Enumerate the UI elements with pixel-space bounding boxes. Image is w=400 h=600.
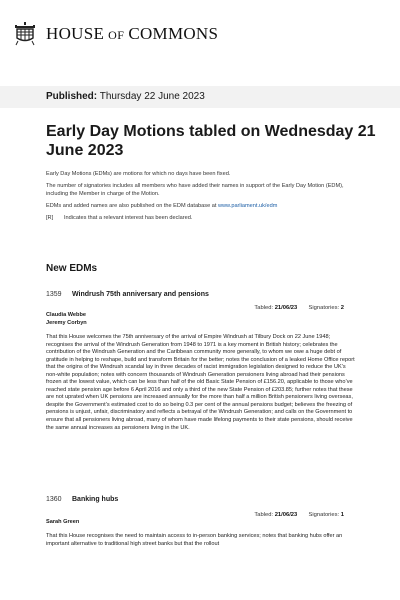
edm-signers xyxy=(46,519,79,527)
edm-meta xyxy=(254,305,344,311)
portcullis-logo-icon xyxy=(14,22,36,46)
published-date: Thursday 22 June 2023 xyxy=(99,91,205,102)
section-heading-new-edms: New EDMs xyxy=(46,263,98,274)
relevant-interest-tag: [R] xyxy=(46,215,54,221)
edm-heading xyxy=(46,496,118,503)
page-title: Early Day Motions tabled on Wednesday 21 June 2023 xyxy=(46,123,376,159)
house-title-of: OF xyxy=(108,28,125,42)
signer-name: Jeremy Corbyn xyxy=(46,319,87,326)
signatories-label: Signatories: xyxy=(308,512,340,518)
intro-section xyxy=(46,170,366,226)
signatories-label: Signatories: xyxy=(308,305,340,311)
tabled-date: 21/06/23 xyxy=(274,512,298,518)
intro-paragraph-2: The number of signatories includes all members who have added their names in support of the Early Day Motion (EDM), including the Member in charge of the Motion. xyxy=(46,183,344,197)
house-title-commons: COMMONS xyxy=(128,24,219,43)
edm-number: 1359 xyxy=(46,291,62,298)
edm-title: Banking hubs xyxy=(72,496,119,503)
intro-p4-text: Indicates that a relevant interest has been declared. xyxy=(64,215,193,221)
edm-motion-text: That this House recognises the need to maintain access to in-person banking services; notes that banking hubs offer an important alternative to traditional high street banks but that the rollout xyxy=(46,533,343,547)
intro-paragraph-4 xyxy=(46,214,366,222)
intro-paragraph-1: Early Day Motions (EDMs) are motions for which no days have been fixed. xyxy=(46,171,231,177)
edm-number: 1360 xyxy=(46,496,62,503)
intro-p3-text: EDMs and added names are also published on the EDM database at xyxy=(46,203,218,209)
edm-motion-text: That this House welcomes the 75th anniversary of the arrival of Empire Windrush at Tilbury Dock on 22 June 1948; recognises the arrival of the Windrush Generation from 1948 to 1971 is a key moment in British history; celebrates the contribution of the Windrush Generation and the Caribbean community more generally, to whom we owe a huge debt of gratitude in helping to reshape, build and transform Britain for the better; notes the conclusion of a leaked Home Office report that the origins of the Windrush scandal lay in three decades of racist immigration legislation designed to reduce the UK’s non-white population; notes with concern thousands of Windrush Generation pensioners living abroad had their pensions frozen at the lowest value, which can be less than half of the old Basic State Pension of £156.20, applicable to those who’ve reached state pension age before 6 April 2016 and only a third of the new State Pension of £203.85; further notes that these are not uprated when UK pensions are increased annually for the more than half a million British pensioners living overseas, despite the Government’s estimated cost to do so being 0.3 per cent of the annual pensions budget; believes the freezing of pensions is unjust, unfair, discriminatory and reflects a betrayal of the Windrush Generation; and calls on the Government to ensure that all pensioners living abroad, many of whom have made lifelong payments to their state pensions, should receive the same annual increases as pensioners living in the UK. xyxy=(46,334,355,431)
tabled-label: Tabled: xyxy=(254,512,274,518)
intro-paragraph-3 xyxy=(46,202,366,210)
masthead xyxy=(14,22,218,46)
signer-name: Claudia Webbe xyxy=(46,312,86,318)
edm-heading xyxy=(46,291,209,298)
edm-signers xyxy=(46,312,87,327)
tabled-date: 21/06/23 xyxy=(274,305,298,311)
published-line xyxy=(46,91,205,102)
house-title-house: HOUSE xyxy=(46,24,105,43)
house-of-commons-title xyxy=(46,24,218,44)
signatories-count: 2 xyxy=(340,305,344,311)
tabled-label: Tabled: xyxy=(254,305,274,311)
edm-meta xyxy=(254,512,344,518)
published-band xyxy=(0,86,400,108)
signatories-count: 1 xyxy=(340,512,344,518)
edm-title: Windrush 75th anniversary and pensions xyxy=(72,291,209,298)
edm-database-link[interactable]: www.parliament.uk/edm xyxy=(217,203,278,209)
published-label: Published: xyxy=(46,91,98,102)
signer-name: Sarah Green xyxy=(46,519,80,525)
